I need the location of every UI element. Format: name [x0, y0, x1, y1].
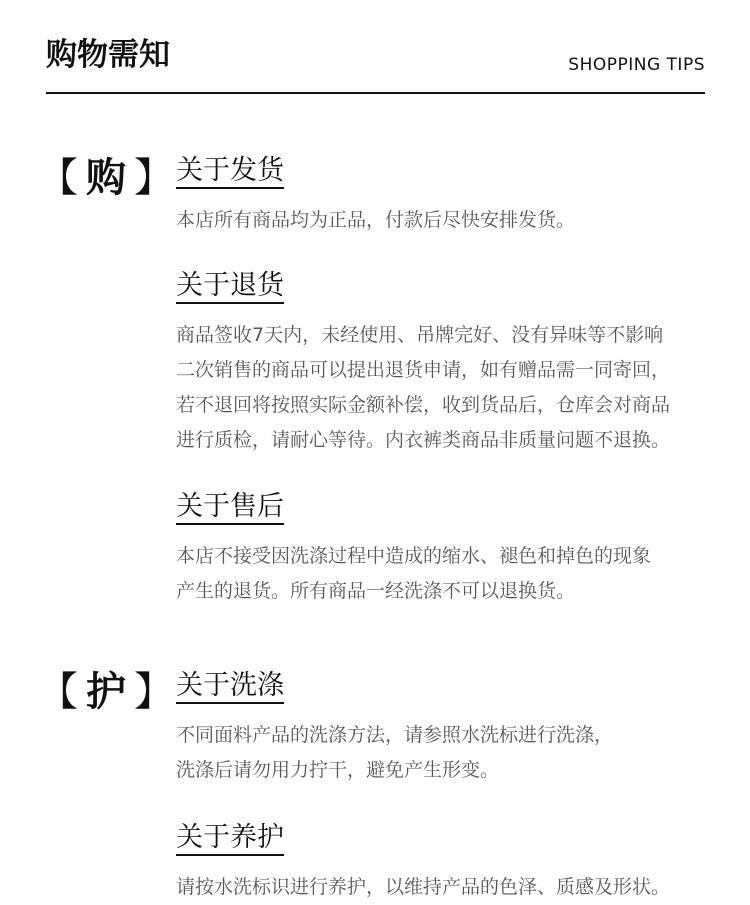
block-body-maintenance: [176, 870, 716, 905]
body-line: 不同面料产品的洗涤方法，请参照水洗标进行洗涤，: [176, 724, 614, 746]
block-after-sales: [176, 491, 716, 609]
section-mark-purchase: [38, 155, 174, 201]
body-line: 产生的退货。所有商品一经洗涤不可以退换货。: [176, 580, 576, 602]
bracket-open: 【: [38, 155, 78, 201]
block-title-washing: 关于洗涤: [176, 670, 284, 704]
body-line: 洗涤后请勿用力拧干，避免产生形变。: [176, 759, 500, 781]
body-line: 商品签收7天内，未经使用、吊牌完好、没有异味等不影响: [176, 324, 664, 346]
block-title-returns: 关于退货: [176, 270, 284, 304]
block-title-shipping: 关于发货: [176, 155, 284, 189]
block-body-after-sales: [176, 539, 716, 609]
block-body-returns: [176, 318, 716, 458]
block-shipping: [176, 155, 716, 238]
body-line: 进行质检，请耐心等待。内衣裤类商品非质量问题不退换。: [176, 429, 671, 451]
bracket-open: 【: [38, 669, 78, 715]
body-line: 本店不接受因洗涤过程中造成的缩水、褪色和掉色的现象: [176, 545, 652, 567]
section-char-care: 护: [86, 669, 126, 715]
body-line: 本店所有商品均为正品，付款后尽快安排发货。: [176, 209, 576, 231]
section-mark-care: [38, 669, 174, 715]
body-line: 二次销售的商品可以提出退货申请，如有赠品需一同寄回，: [176, 359, 671, 381]
page-header: [46, 0, 705, 94]
block-returns: [176, 270, 716, 458]
bracket-close: 】: [134, 155, 174, 201]
bracket-close: 】: [134, 669, 174, 715]
body-line: 若不退回将按照实际金额补偿，收到货品后，仓库会对商品: [176, 394, 671, 416]
section-char-purchase: 购: [86, 155, 126, 201]
block-maintenance: [176, 822, 716, 905]
page-title: 购物需知: [46, 37, 170, 73]
block-washing: [176, 670, 716, 788]
block-body-washing: [176, 718, 716, 788]
block-body-shipping: [176, 203, 716, 238]
block-title-after-sales: 关于售后: [176, 491, 284, 525]
body-line: 请按水洗标识进行养护，以维持产品的色泽、质感及形状。: [176, 876, 671, 898]
block-title-maintenance: 关于养护: [176, 822, 284, 856]
page-subtitle: SHOPPING TIPS: [568, 55, 705, 75]
